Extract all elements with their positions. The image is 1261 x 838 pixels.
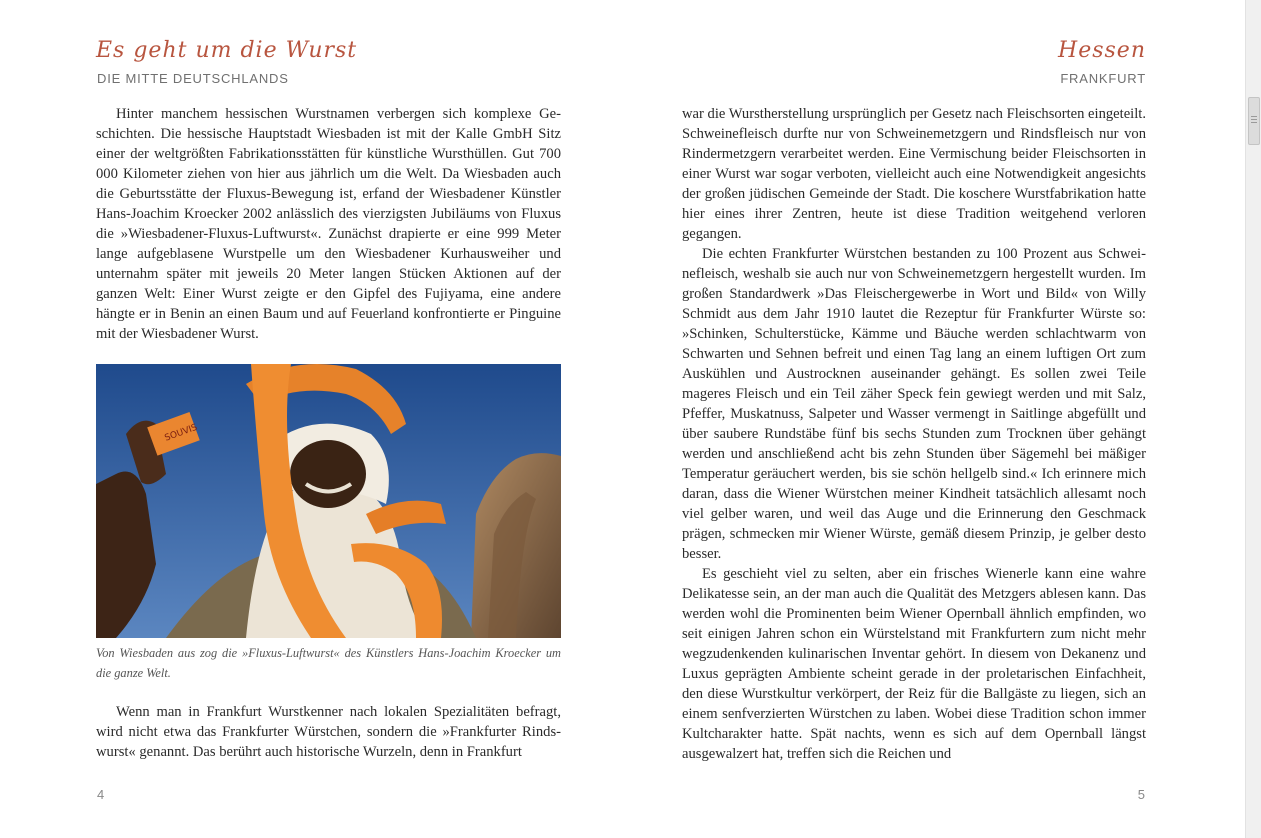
running-title-right: Hessen bbox=[1058, 38, 1146, 63]
body-text-right bbox=[682, 104, 1146, 764]
grip-line-icon bbox=[1251, 116, 1257, 117]
section-head-right: FRANKFURT bbox=[1060, 71, 1146, 86]
scrollbar-thumb[interactable] bbox=[1248, 97, 1260, 145]
left-page bbox=[96, 0, 561, 838]
paragraph: war die Wurstherstellung ursprünglich per Gesetz nach Fleischsorten eingeteilt. Schweinefleisch durfte nur von Schweinemetzgern und Rindsfleisch nur von Rindermetzgern verarbeitet werden. Eine Vermischung beider Fleischsorten in einer Wurst war sogar verboten, vielleicht auch eine Notwendigkeit angesichts der großen jüdischen Gemeinde der Stadt. Die koschere Wurstfabrikation hatte hier eines ihrer Zentren, heute ist diese Tradition weitgehend verloren gegangen. bbox=[682, 106, 1146, 242]
body-text-left-top bbox=[96, 104, 561, 344]
photo-illustration bbox=[96, 364, 561, 638]
photo-caption: Von Wiesbaden aus zog die »Fluxus-Luftwurst« des Künstlers Hans-Joachim Kroecker um die ganze Welt. bbox=[96, 646, 561, 680]
paragraph: Die echten Frankfurter Würstchen bestanden zu 100 Prozent aus Schweinefleisch, weshalb sie auch nur von Schweinemetzgern hergestellt wurden. Im großen Standardwerk »Das Fleischergewerbe in Wort und Bild« von Willy Schmidt aus dem Jahr 1910 lautet die Rezeptur für Frankfurter Würste so: »Schinken, Schulterstücke, Kämme und Bäuche werden schlachtwarm von Schwarten und Sehnen befreit und einen Tag lang an einem luftigen Ort zum Auskühlen und Austrocknen auseinander gehängt. Es sollen zwei Teile mageres Fleisch und ein Teil zäher Speck fein gewiegt werden und mit Salz, Pfeffer, Muskatnuss, Salpeter und Wasser vermengt in Saitlinge abgefüllt und über saubere Rundstäbe fünf bis sechs Stunden zum Trocknen über gehängt werden und anschließend acht bis zehn Stunden über Sägemehl bei mäßiger Temperatur geräuchert werden, bis sie schön hellgelb sind.« Ich erinnere mich daran, dass die Wiener Würstchen meiner Kindheit tatsächlich allesamt noch viel gelber waren, und weil das Auge und die Erinnerung den Geschmack prägen, schmecken mir Wiener Würste, gemäß diesem Prinzip, je gelber desto besser. bbox=[682, 246, 1146, 562]
fluxus-luftwurst-photo bbox=[96, 364, 561, 638]
body-text-left-bottom bbox=[96, 702, 561, 762]
page-number-right: 5 bbox=[1137, 787, 1145, 802]
paragraph: Es geschieht viel zu selten, aber ein frisches Wienerle kann eine wahre Delikatesse sein, an der man auch die Qualität des Metzgers ablesen kann. Das werden wohl die Prominenten beim Wiener Opernball ähnlich empfinden, wo seit einigen Jahren schon ein Würstelstand mit Frankfurtern zum nicht mehr wegzudenkenden kulinarischen Inventar gehört. In diesem von Dekanenz und Luxus geprägten Ambiente scheint gerade in der proletarischen Einfachheit, den diese Wurstkultur verkörpert, der Reiz für die Ballgäste zu liegen, sich an einem senfverzierten Würstchen zu laben. Wobei diese Tradition schon immer Kultcharakter hatte. Spät nachts, wenn es sich auf dem Opernball längst ausgewalzert hat, treffen sich die Reichen und bbox=[682, 566, 1146, 762]
paragraph: Wenn man in Frankfurt Wurstkenner nach lokalen Spezialitäten befragt, wird nicht etwa das Frankfurter Würstchen, sondern die »Frankfurter Rindswurst« genannt. Das berührt auch historische Wurzeln, denn in Frankfurt bbox=[96, 704, 561, 760]
grip-line-icon bbox=[1251, 119, 1257, 120]
running-title-left: Es geht um die Wurst bbox=[96, 38, 358, 63]
vertical-scrollbar[interactable] bbox=[1245, 0, 1261, 838]
grip-line-icon bbox=[1251, 122, 1257, 123]
paragraph: Hinter manchem hessischen Wurstnamen verbergen sich komplexe Geschichten. Die hessische Hauptstadt Wiesbaden ist mit der Kalle GmbH Sitz einer der weltgrößten Fabrikationsstätten für künstliche Wursthüllen. Gut 700 000 Kilometer ziehen von hier aus jährlich um die Welt. Da Wiesbaden auch die Geburtsstätte der Fluxus-Bewegung ist, erfand der Wiesbadener Künstler Hans-Joachim Kroecker 2002 anlässlich des vierzigsten Jubiläums von Fluxus die »Wiesbadener-Fluxus-Luftwurst«. Zunächst drapierte er eine 999 Meter lange aufgeblasene Wurstpelle um den Wiesbadener Kurhausweiher und unternahm später mit jeweils 20 Meter langen Stücken Aktionen auf der ganzen Welt: Einer Wurst zeigte er den Gipfel des Fujiyama, eine andere hängte er in Benin an einen Baum und auf Feuerland konfrontierte er Pinguine mit der Wiesbadener Wurst. bbox=[96, 106, 561, 342]
section-head-left: DIE MITTE DEUTSCHLANDS bbox=[97, 71, 289, 86]
right-page bbox=[682, 0, 1146, 838]
photo-label: SOUVIS bbox=[163, 422, 199, 444]
page-number-left: 4 bbox=[97, 787, 105, 802]
